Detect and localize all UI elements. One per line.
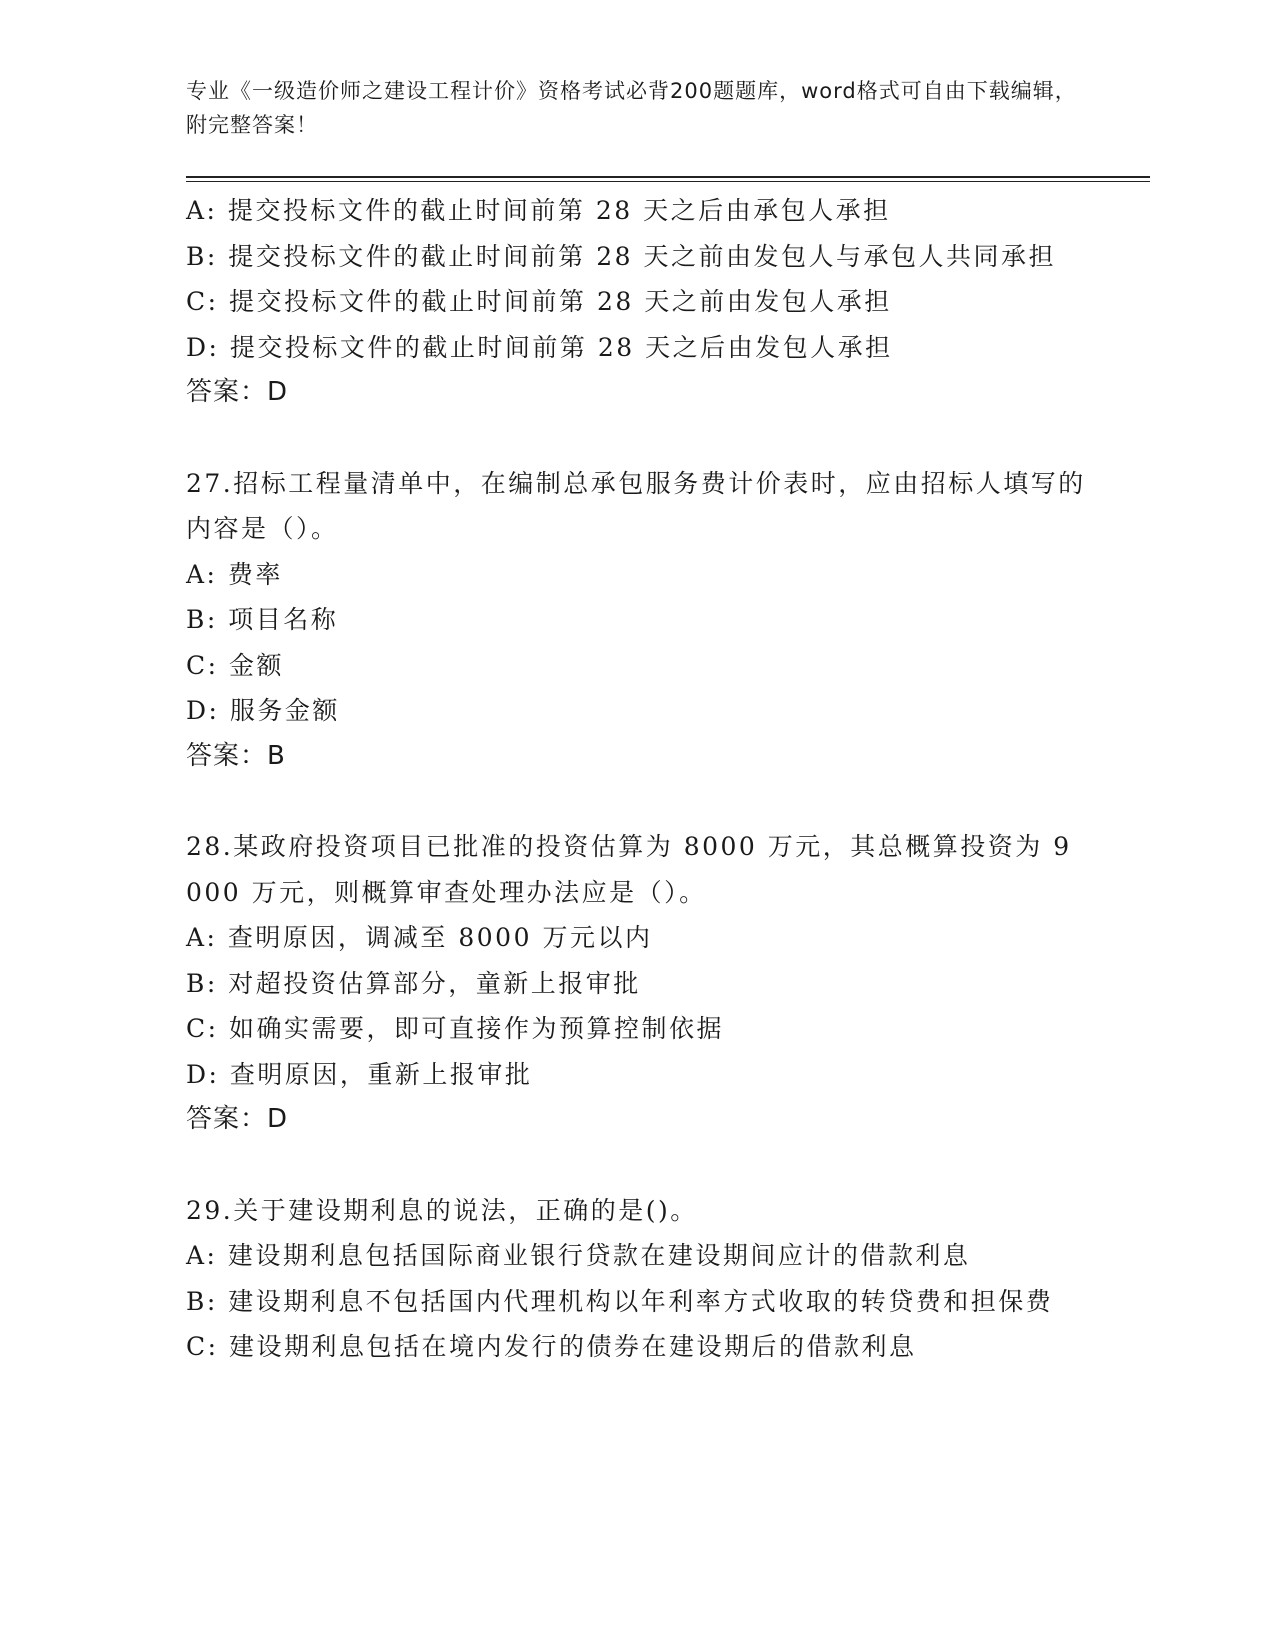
answer: 答案：B [186, 740, 286, 771]
spacer [186, 1143, 1086, 1188]
header-rule-thick [186, 176, 1150, 178]
option-a: A: 提交投标文件的截止时间前第 28 天之后由承包人承担 [186, 196, 891, 225]
spacer [186, 416, 1086, 461]
question-27 [186, 461, 1086, 780]
question-list [186, 188, 1086, 1370]
answer: 答案：D [186, 1104, 289, 1134]
option-a: A: 费率 [186, 559, 283, 589]
option-c: C: 建设期利息包括在境内发行的债券在建设期后的借款利息 [186, 1332, 917, 1361]
option-b: B: 提交投标文件的截止时间前第 28 天之前由发包人与承包人共同承担 [186, 241, 1056, 271]
option-d: D: 服务金额 [186, 696, 340, 725]
option-a: A: 建设期利息包括国际商业银行贷款在建设期间应计的借款利息 [186, 1241, 971, 1270]
question-29 [186, 1188, 1086, 1370]
question-stem: 27.招标工程量清单中，在编制总承包服务费计价表时，应由招标人填写的内容是（）。 [186, 468, 1086, 543]
option-c: C: 提交投标文件的截止时间前第 28 天之前由发包人承担 [186, 287, 892, 316]
option-d: D: 提交投标文件的截止时间前第 28 天之后由发包人承担 [186, 332, 893, 362]
option-d: D: 查明原因，重新上报审批 [186, 1059, 533, 1089]
option-b: B: 项目名称 [186, 605, 339, 634]
option-b: B: 建设期利息不包括国内代理机构以年利率方式收取的转贷费和担保费 [186, 1286, 1054, 1316]
question-stem: 28.某政府投资项目已批准的投资估算为 8000 万元，其总概算投资为 9000 万元，则概算审查处理办法应是（）。 [186, 832, 1072, 907]
question-26 [186, 188, 1086, 416]
option-c: C: 如确实需要，即可直接作为预算控制依据 [186, 1014, 724, 1043]
option-a: A: 查明原因，调减至 8000 万元以内 [186, 923, 653, 952]
option-b: B: 对超投资估算部分，童新上报审批 [186, 968, 641, 998]
spacer [186, 779, 1086, 824]
question-stem: 29.关于建设期利息的说法，正确的是()。 [186, 1195, 698, 1225]
header-rule-thin [186, 181, 1150, 182]
answer: 答案：D [186, 377, 289, 407]
question-28 [186, 824, 1086, 1143]
option-c: C: 金额 [186, 650, 284, 680]
document-header: 专业《一级造价师之建设工程计价》资格考试必背200题题库，word格式可自由下载编辑，附完整答案！ [186, 79, 1077, 137]
